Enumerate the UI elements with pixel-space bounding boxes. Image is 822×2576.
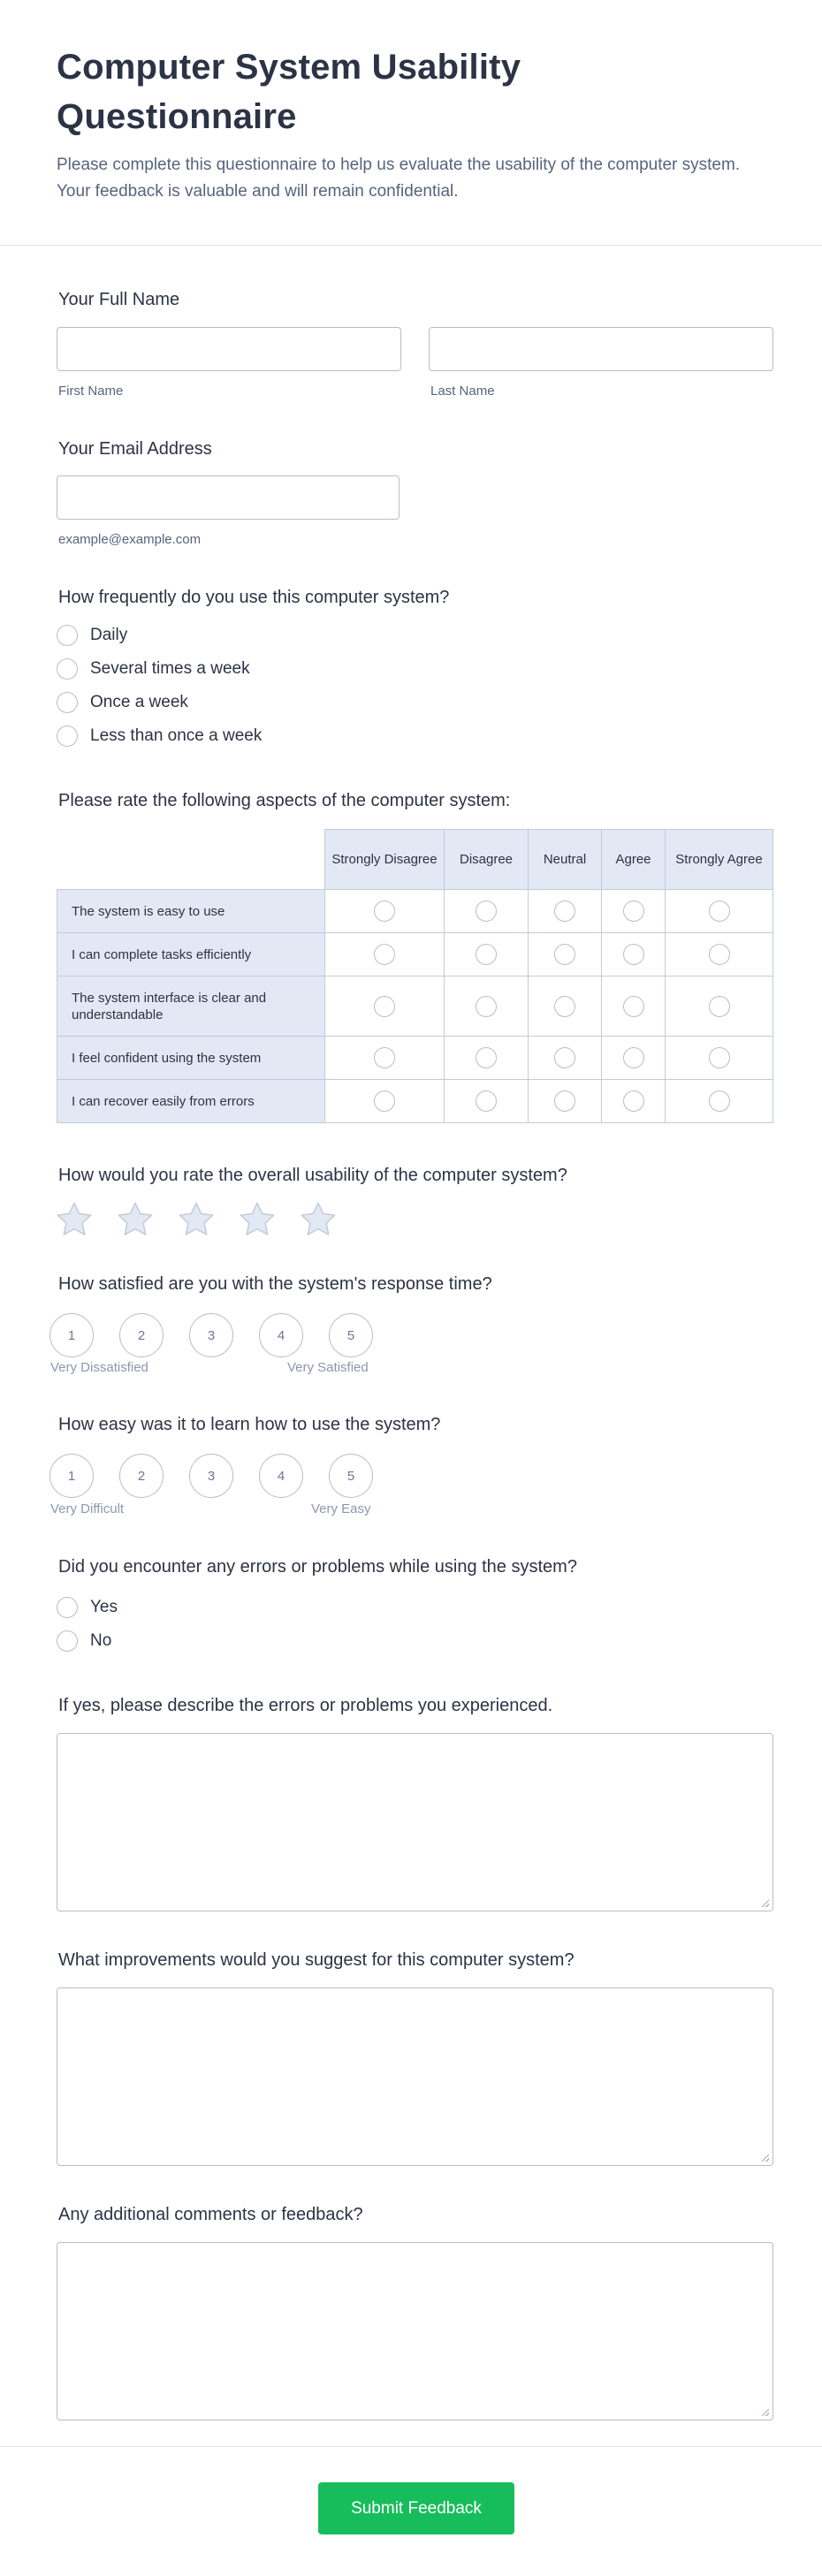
matrix-cell[interactable] xyxy=(602,933,666,976)
scale-option-2[interactable]: 2 xyxy=(119,1313,164,1357)
scale-min-label: Very Dissatisfied xyxy=(50,1360,148,1375)
submit-button[interactable]: Submit Feedback xyxy=(318,2482,514,2534)
matrix-col-neutral: Neutral xyxy=(529,830,602,890)
star-icon[interactable] xyxy=(299,1200,338,1239)
matrix-radio[interactable] xyxy=(554,900,575,922)
matrix-cell[interactable] xyxy=(325,890,445,933)
matrix-cell[interactable] xyxy=(602,1080,666,1123)
matrix-row xyxy=(57,890,773,933)
describe-errors-textarea[interactable] xyxy=(57,1733,773,1911)
matrix-radio[interactable] xyxy=(709,900,730,922)
star-rating xyxy=(55,1200,360,1239)
matrix-row-label: The system is easy to use xyxy=(57,890,325,933)
matrix-cell[interactable] xyxy=(445,890,529,933)
form-title: Computer System Usability Questionnaire xyxy=(57,48,521,136)
matrix-radio[interactable] xyxy=(554,1047,575,1068)
scale-option-3[interactable]: 3 xyxy=(189,1313,233,1357)
radio-label: No xyxy=(90,1631,112,1650)
matrix-radio[interactable] xyxy=(554,1090,575,1112)
radio-button[interactable] xyxy=(57,658,78,680)
matrix-row-label: The system interface is clear and understandable xyxy=(57,976,325,1037)
matrix-col-strongly-disagree: Strongly Disagree xyxy=(325,830,445,890)
overall-usability-label: How would you rate the overall usability of the computer system? xyxy=(58,1166,567,1185)
scale-option-3[interactable]: 3 xyxy=(189,1454,233,1498)
matrix-radio[interactable] xyxy=(374,1090,395,1112)
rating-matrix xyxy=(57,829,773,1123)
radio-button[interactable] xyxy=(57,1597,78,1618)
form-header xyxy=(0,0,822,246)
matrix-cell[interactable] xyxy=(666,933,773,976)
matrix-cell[interactable] xyxy=(325,976,445,1037)
star-icon[interactable] xyxy=(116,1200,155,1239)
scale-option-4[interactable]: 4 xyxy=(259,1454,303,1498)
scale-max-label: Very Easy xyxy=(311,1501,371,1516)
matrix-cell[interactable] xyxy=(445,1080,529,1123)
frequency-label: How frequently do you use this computer system? xyxy=(58,588,450,607)
matrix-row xyxy=(57,976,773,1037)
email-input[interactable] xyxy=(57,475,400,520)
matrix-cell[interactable] xyxy=(325,933,445,976)
matrix-radio[interactable] xyxy=(554,996,575,1017)
matrix-radio[interactable] xyxy=(476,996,497,1017)
matrix-cell[interactable] xyxy=(666,976,773,1037)
scale-option-4[interactable]: 4 xyxy=(259,1313,303,1357)
star-icon[interactable] xyxy=(177,1200,216,1239)
scale-option-1[interactable]: 1 xyxy=(49,1313,94,1357)
matrix-cell[interactable] xyxy=(529,1080,602,1123)
learnability-scale xyxy=(49,1454,399,1498)
matrix-radio[interactable] xyxy=(374,944,395,965)
matrix-cell[interactable] xyxy=(325,1037,445,1080)
matrix-cell[interactable] xyxy=(666,1037,773,1080)
improvements-textarea[interactable] xyxy=(57,1987,773,2166)
matrix-header-row xyxy=(57,830,773,890)
form-description: Please complete this questionnaire to help us evaluate the usability of the computer system. Your feedback is valuable and will remain confidential. xyxy=(57,156,741,201)
matrix-radio[interactable] xyxy=(374,900,395,922)
matrix-cell[interactable] xyxy=(602,890,666,933)
radio-label: Yes xyxy=(90,1598,118,1616)
matrix-radio[interactable] xyxy=(554,944,575,965)
matrix-cell[interactable] xyxy=(445,976,529,1037)
matrix-cell[interactable] xyxy=(529,1037,602,1080)
matrix-radio[interactable] xyxy=(709,1047,730,1068)
matrix-radio[interactable] xyxy=(476,900,497,922)
response-time-label: How satisfied are you with the system's response time? xyxy=(58,1274,492,1294)
matrix-row xyxy=(57,1037,773,1080)
last-name-sublabel: Last Name xyxy=(430,384,495,399)
matrix-cell[interactable] xyxy=(529,976,602,1037)
radio-label: Once a week xyxy=(90,693,188,711)
matrix-radio[interactable] xyxy=(623,944,644,965)
matrix-label: Please rate the following aspects of the computer system: xyxy=(58,791,511,810)
matrix-radio[interactable] xyxy=(623,996,644,1017)
matrix-corner xyxy=(57,830,325,890)
full-name-label: Your Full Name xyxy=(58,290,180,309)
matrix-col-agree: Agree xyxy=(602,830,666,890)
matrix-radio[interactable] xyxy=(374,996,395,1017)
frequency-option-daily[interactable] xyxy=(57,624,127,647)
form-footer xyxy=(0,2446,822,2576)
star-icon[interactable] xyxy=(238,1200,277,1239)
scale-option-1[interactable]: 1 xyxy=(49,1454,94,1498)
first-name-sublabel: First Name xyxy=(58,384,124,399)
frequency-option-less-than-weekly[interactable] xyxy=(57,725,262,748)
matrix-cell[interactable] xyxy=(529,890,602,933)
frequency-option-several-times[interactable] xyxy=(57,657,250,680)
matrix-radio[interactable] xyxy=(709,944,730,965)
matrix-radio[interactable] xyxy=(476,944,497,965)
matrix-cell[interactable] xyxy=(602,976,666,1037)
matrix-radio[interactable] xyxy=(374,1047,395,1068)
matrix-cell[interactable] xyxy=(445,933,529,976)
matrix-cell[interactable] xyxy=(666,890,773,933)
radio-button[interactable] xyxy=(57,1630,78,1652)
scale-min-label: Very Difficult xyxy=(50,1501,125,1516)
matrix-cell[interactable] xyxy=(529,933,602,976)
matrix-cell[interactable] xyxy=(325,1080,445,1123)
radio-label: Less than once a week xyxy=(90,726,263,745)
matrix-col-strongly-agree: Strongly Agree xyxy=(666,830,773,890)
matrix-radio[interactable] xyxy=(709,1090,730,1112)
errors-option-yes[interactable] xyxy=(57,1596,118,1619)
first-name-input[interactable] xyxy=(57,327,401,371)
matrix-col-disagree: Disagree xyxy=(445,830,529,890)
matrix-radio[interactable] xyxy=(623,1090,644,1112)
response-time-scale xyxy=(49,1313,399,1357)
matrix-radio[interactable] xyxy=(476,1047,497,1068)
email-sublabel: example@example.com xyxy=(58,532,202,547)
matrix-row-label: I feel confident using the system xyxy=(57,1037,325,1080)
radio-label: Several times a week xyxy=(90,659,250,678)
matrix-cell[interactable] xyxy=(602,1037,666,1080)
scale-option-5[interactable]: 5 xyxy=(329,1313,373,1357)
radio-button[interactable] xyxy=(57,625,78,646)
matrix-radio[interactable] xyxy=(709,996,730,1017)
matrix-cell[interactable] xyxy=(666,1080,773,1123)
matrix-row xyxy=(57,1080,773,1123)
improvements-label: What improvements would you suggest for this computer system? xyxy=(58,1950,575,1970)
describe-errors-label: If yes, please describe the errors or problems you experienced. xyxy=(58,1696,553,1715)
scale-option-2[interactable]: 2 xyxy=(119,1454,164,1498)
matrix-row-label: I can recover easily from errors xyxy=(57,1080,325,1123)
errors-label: Did you encounter any errors or problems while using the system? xyxy=(58,1557,577,1577)
matrix-row xyxy=(57,933,773,976)
radio-button[interactable] xyxy=(57,726,78,747)
matrix-radio[interactable] xyxy=(476,1090,497,1112)
email-label: Your Email Address xyxy=(58,439,212,459)
matrix-row-label: I can complete tasks efficiently xyxy=(57,933,325,976)
radio-label: Daily xyxy=(90,626,128,644)
learnability-label: How easy was it to learn how to use the system? xyxy=(58,1415,441,1434)
frequency-option-once-a-week[interactable] xyxy=(57,691,188,714)
matrix-radio[interactable] xyxy=(623,1047,644,1068)
scale-option-5[interactable]: 5 xyxy=(329,1454,373,1498)
matrix-radio[interactable] xyxy=(623,900,644,922)
radio-button[interactable] xyxy=(57,692,78,713)
comments-textarea[interactable] xyxy=(57,2242,773,2420)
errors-option-no[interactable] xyxy=(57,1630,111,1653)
last-name-input[interactable] xyxy=(429,327,773,371)
star-icon[interactable] xyxy=(55,1200,94,1239)
matrix-cell[interactable] xyxy=(445,1037,529,1080)
scale-max-label: Very Satisfied xyxy=(287,1360,369,1375)
comments-label: Any additional comments or feedback? xyxy=(58,2205,363,2224)
